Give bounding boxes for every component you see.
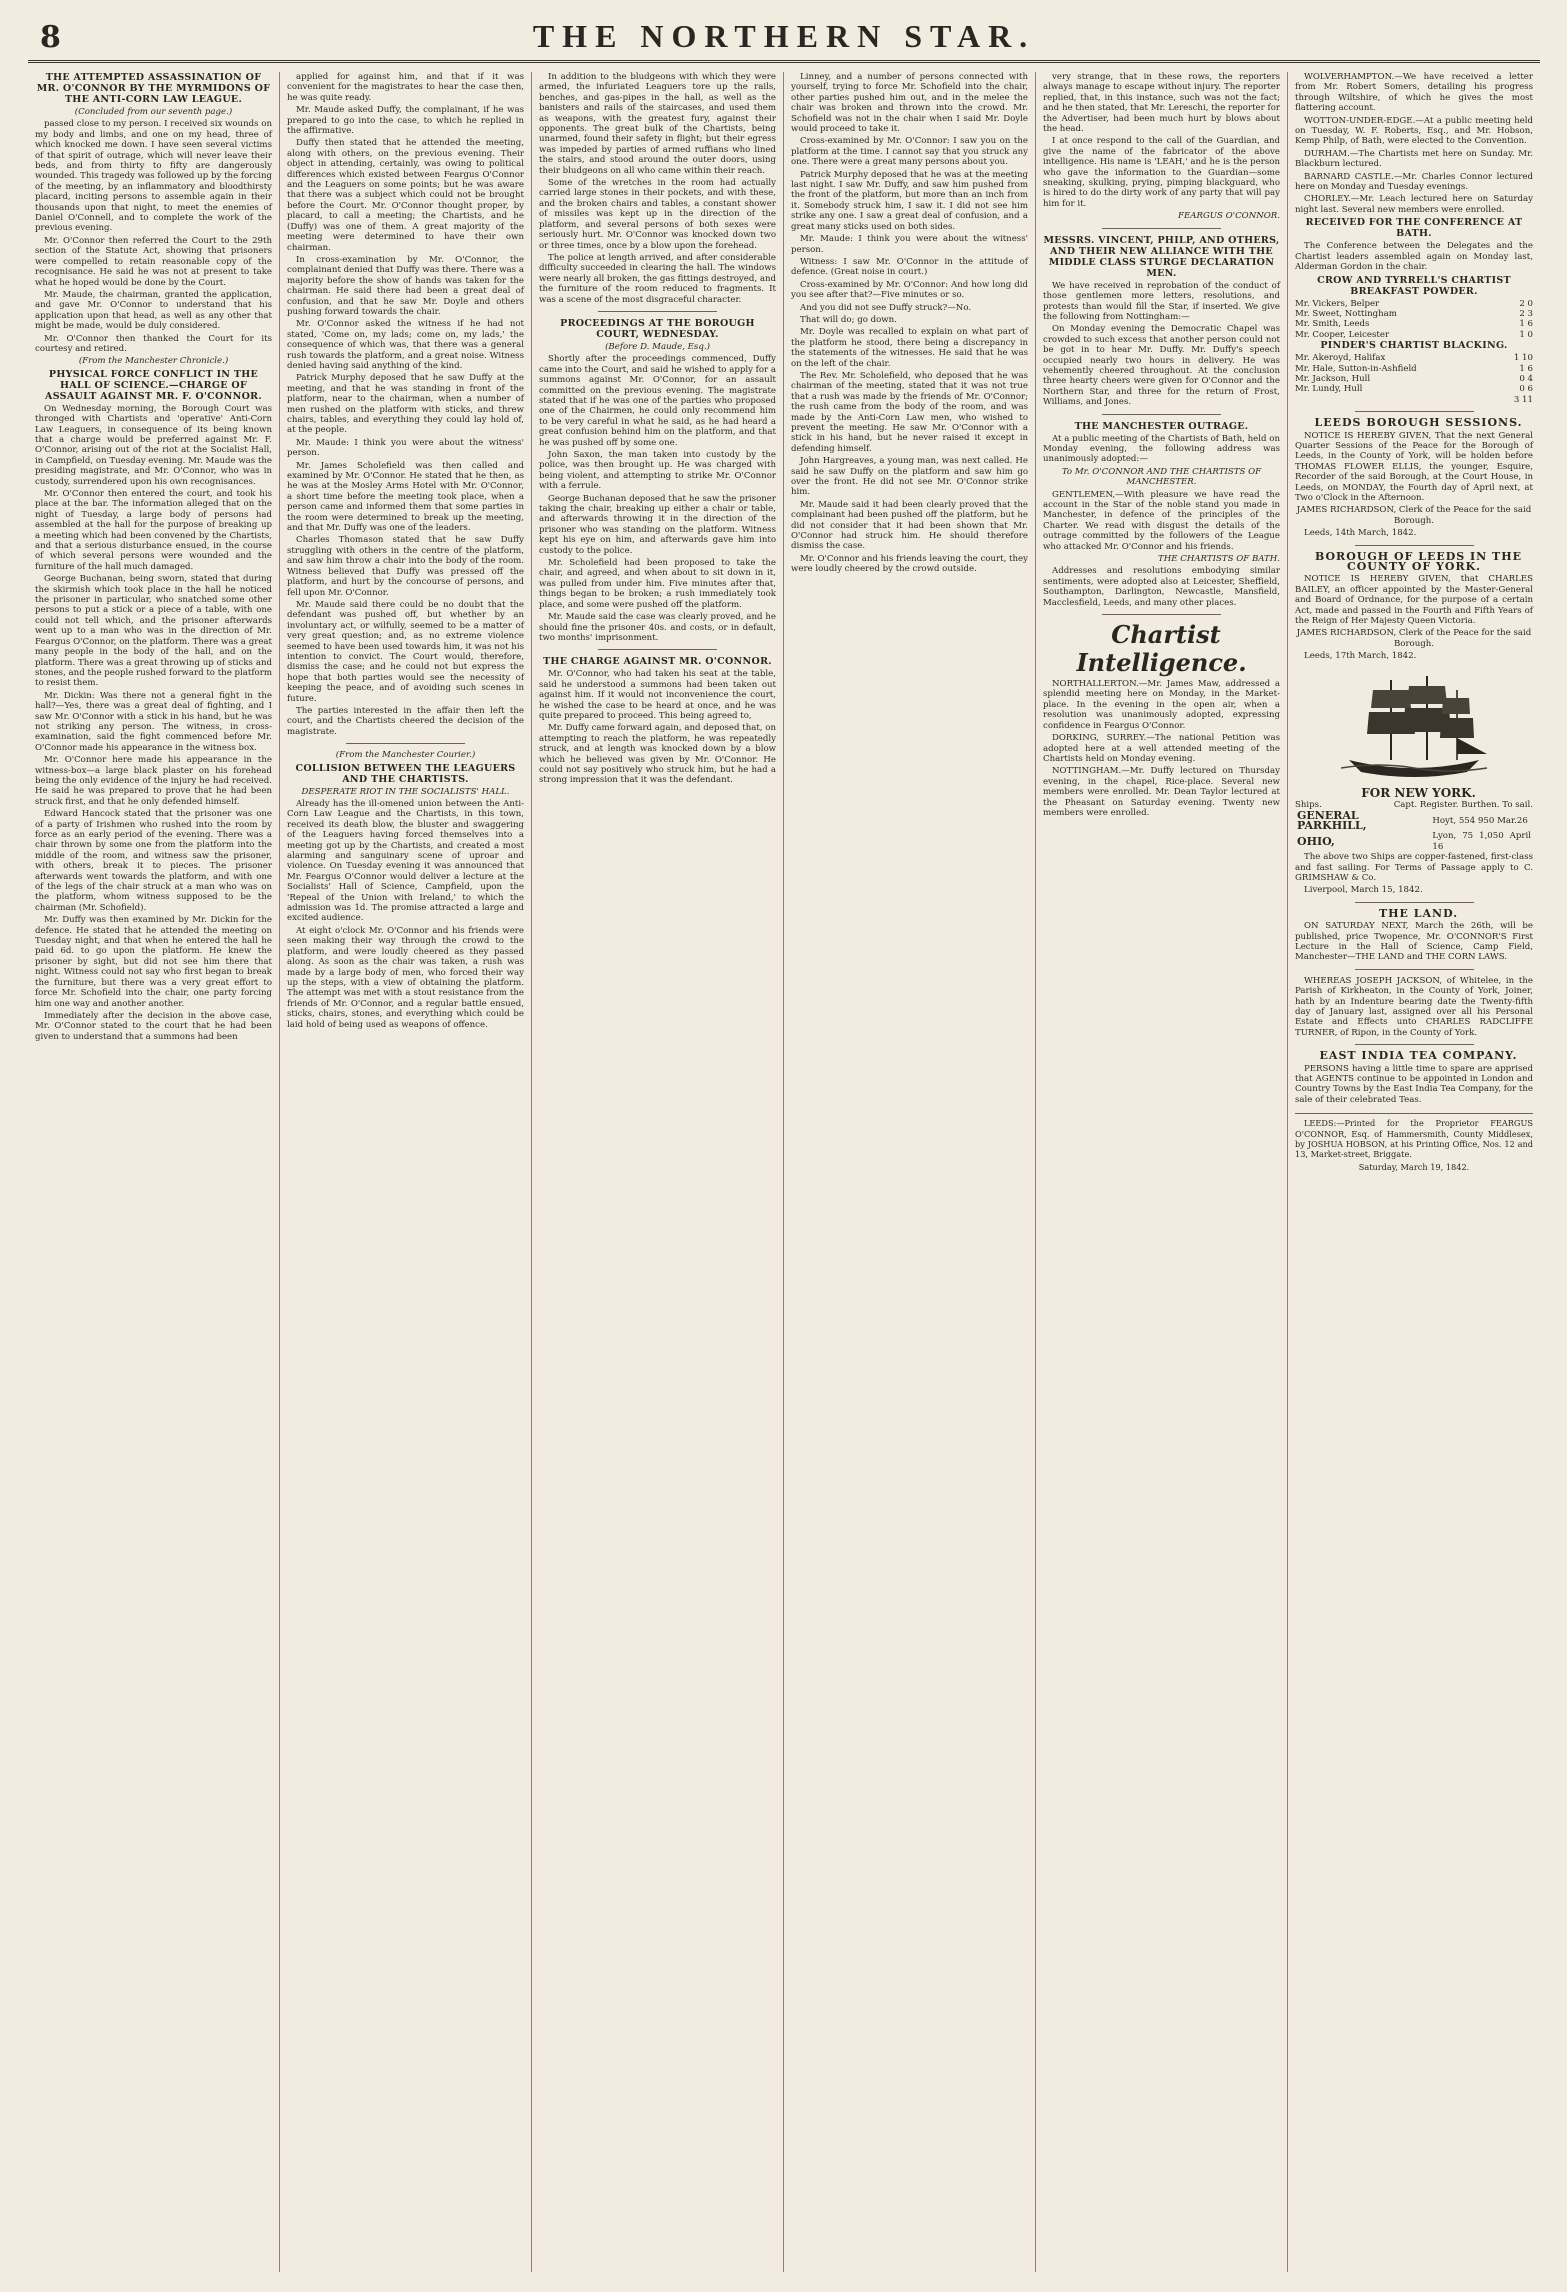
article-paragraph: John Hargreaves, a young man, was next called. He said he saw Duffy on the platform and saw him go over the front. He did not see Mr. O'Connor strike him.	[791, 456, 1028, 498]
article-headline: THE ATTEMPTED ASSASSINATION OF MR. O'CONNOR BY THE MYRMIDONS OF THE ANTI-CORN LAW LEAGUE.	[36, 72, 271, 105]
article-paragraph: Mr. Maude, the chairman, granted the application, and gave Mr. O'Connor to understand that his application upon that head, as well as any other that might be made, would be duly considered.	[35, 289, 272, 332]
section-divider	[1355, 969, 1474, 970]
article-paragraph: applied for against him, and that if it was convenient for the magistrates to hear the case then, he was quite ready.	[287, 72, 524, 103]
list-item	[1295, 384, 1533, 394]
article-paragraph: And you did not see Duffy struck?—No.	[800, 302, 972, 313]
newspaper-title: THE NORTHERN STAR.	[532, 18, 1036, 54]
article-signature: FEARGUS O'CONNOR.	[1178, 211, 1280, 222]
article-paragraph: We have received in reprobation of the conduct of those gentlemen more letters, resolutions, and protests than would fill the Star, if inserted. We give the following from Nottingham:—	[1043, 280, 1280, 322]
article-paragraph: Witness: I saw Mr. O'Connor in the attitude of defence. (Great noise in court.)	[791, 256, 1028, 278]
section-divider	[1355, 545, 1474, 546]
article-headline: COLLISION BETWEEN THE LEAGUERS AND THE CHARTISTS.	[295, 762, 516, 785]
column-1	[28, 72, 280, 2272]
section-divider	[1102, 414, 1221, 415]
article-paragraph: Mr. O'Connor asked the witness if he had not stated, 'Come on, my lads; come on, my lads,' the consequence of which was, that there was a general rush towards the platform, and a great noise. Witness denied having said anything of the kind.	[287, 319, 524, 371]
article-paragraph: George Buchanan, being sworn, stated that during the skirmish which took place in the hall he noticed the prisoner in particular, who snatched some other persons to put a stick or a piece of a table, with one could not tell which, and the prisoner afterwards went up to a man who was in the direction of Mr. Feargus O'Connor, on the platform. There was a great many people in the body of the hall, and on the platform. There was a great throwing up of sticks and stones, and the people rushed forward to the platform to resist them.	[35, 574, 272, 689]
article-paragraph: George Buchanan deposed that he saw the prisoner taking the chair, breaking up either a chair or table, and afterwards throwing it in the direction of the prisoner who was standing on the platform. Witness kept his eye on him, and afterwards gave him into custody to the police.	[539, 493, 776, 556]
subscription-list	[1295, 353, 1533, 395]
ship-name: OHIO,	[1297, 834, 1335, 848]
newspaper-columns	[28, 72, 1540, 2272]
article-paragraph: Patrick Murphy deposed that he was at the meeting last night. I saw Mr. Duffy, and saw him pushed from the front of the platform, but more than an inch from it. Somebody struck him, I saw it. I did not see him strike any one. I saw a great deal of confusion, and a great many sticks used on both sides.	[791, 169, 1028, 232]
article-paragraph: The Conference between the Delegates and the Chartist leaders assembled again on Monday last, Alderman Gordon in the chair.	[1295, 241, 1533, 273]
column-5	[1036, 72, 1288, 2272]
printer-imprint	[1295, 1113, 1533, 1172]
article-paragraph: Mr. Duffy came forward again, and deposed that, on attempting to reach the platform, he was repeatedly struck, and at length was knocked down by a blow which he believed was given by Mr. O'Connor. He could not say positively who struck him, but he had a strong impression that it was the defendant.	[539, 723, 776, 786]
notice-signature: JAMES RICHARDSON, Clerk of the Peace for the said Borough.	[1296, 505, 1532, 526]
article-paragraph: Mr. O'Connor and his friends leaving the court, they were loudly cheered by the crowd outside.	[791, 553, 1028, 575]
article-paragraph: Mr. Maude said the case was clearly proved, and he should fine the prisoner 40s. and costs, or in default, two months' imprisonment.	[539, 612, 776, 643]
article-subhead: DESPERATE RIOT IN THE SOCIALISTS' HALL.	[301, 786, 510, 797]
column-3	[532, 72, 784, 2272]
list-item-amount: 1 6	[1519, 319, 1533, 330]
ship-table	[1295, 808, 1533, 853]
article-paragraph: Mr. O'Connor then thanked the Court for its courtesy and retired.	[35, 333, 272, 354]
section-divider	[1102, 228, 1221, 229]
list-item-amount: 1 10	[1513, 353, 1533, 364]
article-headline: THE MANCHESTER OUTRAGE.	[1074, 420, 1249, 432]
article-paragraph: NOTTINGHAM.—Mr. Duffy lectured on Thursday evening, in the chapel, Rice-place. Several new members were enrolled. Mr. Dean Taylor lectured at the Pheasant on Saturday evening. Twenty new members were enrolled.	[1043, 766, 1280, 818]
article-paragraph: Mr. Maude said there could be no doubt that the defendant was pushed off, but whether by an involuntary act, or wilfully, seemed to be a matter of very great question; and, as no extreme violence seemed to have been used towards him, it was not his intention to convict. The Court would, therefore, dismiss the case; and he could not but express the hope that both parties would see the necessity of keeping the peace, and of avoiding such scenes in future.	[287, 599, 524, 704]
article-paragraph: Mr. Duffy was then examined by Mr. Dickin for the defence. He stated that he attended the meeting on Tuesday night, and that when he entered the hall he paid 6d. to go upon the platform. He knew the prisoner by sight, but did not see him there that night. Witness could not say who first began to break the furniture, but there was a very great effort to force Mr. Schofield into the chair, one party forcing him one way and another another.	[35, 915, 272, 1009]
ship-details: Lyon, 75 1,050 April 16	[1432, 831, 1531, 852]
article-paragraph: Duffy then stated that he attended the meeting, along with others, on the previous evening. Their object in attending, certainly, was owing to political differences which existed between Feargus O'Connor and the Leaguers on some points; but he was aware that there was a subject which could not be brought before the Court. Mr. O'Connor thought proper, by placard, to call a meeting; the Chartists, and he (Duffy) was one of them. A great majority of the meeting were determined to have their own chairman.	[287, 138, 524, 253]
list-item-name: Mr. Lundy, Hull	[1295, 384, 1363, 395]
article-headline: THE CHARGE AGAINST MR. O'CONNOR.	[543, 656, 772, 668]
article-paragraph: Charles Thomason stated that he saw Duffy struggling with others in the centre of the platform, and saw him throw a chair into the body of the room. Witness believed that Duffy was pressed off the platform, and hurt by the concourse of persons, and fell upon Mr. O'Connor.	[287, 535, 524, 598]
article-paragraph: Mr. Scholefield had been proposed to take the chair, and agreed, and when about to sit down in it, was pulled from under him. Five minutes after that, things began to be broken; a rush immediately took place, and some were pushed off the platform.	[539, 558, 776, 610]
article-paragraph: CHORLEY.—Mr. Leach lectured here on Saturday night last. Several new members were enrolled.	[1295, 194, 1533, 215]
column-2	[280, 72, 532, 2272]
notice-date: Leeds, 17th March, 1842.	[1304, 651, 1417, 662]
article-paragraph: Mr. Doyle was recalled to explain on what part of the platform he stood, there being a discrepancy in the statements of the witnesses. He said that he was on the left of the chair.	[791, 327, 1028, 369]
list-heading: PINDER'S CHARTIST BLACKING.	[1320, 340, 1508, 352]
ship-details: Hoyt, 554 950 Mar.26	[1432, 815, 1528, 826]
article-paragraph: I at once respond to the call of the Guardian, and give the name of the fabricator of the above intelligence. His name is 'LEAH,' and he is the person who gave the information to the Guardian—some sneaking, skulking, prying, pimping blackguard, who is hired to do the dirty work of any party that will pay him for it.	[1043, 136, 1280, 209]
section-divider	[598, 311, 717, 312]
article-paragraph: Linney, and a number of persons connected with yourself, trying to force Mr. Schofield into the chair, other parties pushed him out, and in the melee the chair was broken and thrown into the crowd. Mr. Schofield was not in the chair when I said Mr. Doyle would proceed to take it.	[791, 72, 1028, 135]
table-row	[1295, 831, 1533, 852]
notice-heading: EAST INDIA TEA COMPANY.	[1319, 1049, 1518, 1063]
article-paragraph: On Monday evening the Democratic Chapel was crowded to such excess that another person could not be got in to hear Mr. Duffy. Mr. Duffy's speech occupied nearly two hours in delivery. He was vehemently cheered throughout. At the conclusion three hearty cheers were given for O'Connor and the Northern Star, and three for the return of Frost, Williams, and Jones.	[1043, 324, 1280, 408]
article-paragraph: BARNARD CASTLE.—Mr. Charles Connor lectured here on Monday and Tuesday evenings.	[1295, 171, 1533, 193]
article-subhead: (Concluded from our seventh page.)	[74, 107, 233, 117]
article-paragraph: Cross-examined by Mr. O'Connor: And how long did you see after that?—Five minutes or so.	[791, 279, 1028, 301]
notice-text: NOTICE IS HEREBY GIVEN, that CHARLES BAILEY, an officer appointed by the Master-General and Board of Ordnance, for the purpose of a certain Act, made and passed in the Fourth and Fifth Years of the Reign of Her Majesty Queen Victoria.	[1295, 574, 1533, 627]
list-item	[1295, 330, 1533, 340]
article-paragraph: That will do; go down.	[800, 314, 897, 325]
imprint-date: Saturday, March 19, 1842.	[1358, 1161, 1470, 1172]
page-number: 8	[40, 20, 61, 55]
list-item-amount: 2 0	[1519, 298, 1533, 309]
source-credit: (From the Manchester Chronicle.)	[78, 356, 229, 367]
article-paragraph: WOLVERHAMPTON.—We have received a letter from Mr. Robert Somers, detailing his progress through Wiltshire, of which he gives the most flattering account.	[1295, 72, 1533, 114]
article-paragraph: The police at length arrived, and after considerable difficulty succeeded in clearing the hall. The windows were nearly all broken, the gas fittings destroyed, and the furniture of the room reduced to fragments. It was a scene of the most disgraceful character.	[539, 252, 776, 305]
list-item-amount: 1 0	[1519, 329, 1533, 340]
ship-notice-date: Liverpool, March 15, 1842.	[1304, 885, 1423, 896]
list-item	[1295, 374, 1533, 384]
article-paragraph: GENTLEMEN,—With pleasure we have read the account in the Star of the noble stand you made in Manchester, in defence of the principles of the Charter. We read with disgust the details of the outrage committed by the followers of the League who attacked Mr. O'Connor and his friends.	[1043, 489, 1280, 552]
list-item-name: Mr. Jackson, Hull	[1295, 373, 1371, 384]
ship-column-header: Ships.	[1295, 800, 1322, 811]
article-signature: THE CHARTISTS OF BATH.	[1158, 554, 1280, 565]
article-paragraph: Mr. O'Connor then referred the Court to the 29th section of the Statute Act, showing that prisoners were compelled to retain reasonable copy of the recognisance. He said he was not at present to take what he hoped would be done by the Court.	[35, 235, 272, 288]
article-paragraph: Mr. Maude said it had been clearly proved that the complainant had been pushed off the platform, but he did not consider that it had been shown that Mr. O'Connor had struck him. He should therefore dismiss the case.	[791, 499, 1028, 552]
article-paragraph: Shortly after the proceedings commenced, Duffy came into the Court, and said he wished to apply for a summons against Mr. O'Connor, for an assault committed on the previous evening. The magistrate stated that if he was one of the parties who proposed one of the Chairmen, he could only recommend him to be very careful in what he said, as he had heard a great confusion behind him on the platform, and that he was pushed off by some one.	[539, 354, 776, 448]
list-item-name: Mr. Sweet, Nottingham	[1295, 308, 1397, 319]
ship-notice-text: The above two Ships are copper-fastened, first-class and fast sailing. For Terms of Passage apply to C. GRIMSHAW & Co.	[1295, 852, 1533, 883]
article-subhead: (Before D. Maude, Esq.)	[605, 341, 710, 352]
article-paragraph: Edward Hancock stated that the prisoner was one of a party of Irishmen who rushed into the room by force as an early period of the evening. There was a chair thrown by some one from the platform into the middle of the room, and witness saw the prisoner, with others, break it to pieces. The prisoner afterwards went towards the platform, and with one of the legs of the chair struck at a man who was on the platform, whom witness supposed to be the chairman (Mr. Schofield).	[35, 809, 272, 913]
article-paragraph: NORTHALLERTON.—Mr. James Maw, addressed a splendid meeting here on Monday, in the Market-place. In the evening in the open air, when a resolution was unanimously adopted, expressing confidence in Feargus O'Connor.	[1043, 679, 1280, 731]
list-item-name: Mr. Cooper, Leicester	[1295, 329, 1390, 340]
notice-text: WHEREAS JOSEPH JACKSON, of Whitelee, in the Parish of Kirkheaton, in the County of York, Joiner, hath by an Indenture bearing date the Twenty-fifth day of January last, assigned over all his Personal Estate and Effects unto CHARLES RADCLIFFE TURNER, of Ripon, in the County of York.	[1295, 975, 1533, 1038]
ship-column-header: Capt. Register. Burthen. To sail.	[1393, 800, 1533, 811]
notice-text: NOTICE IS HEREBY GIVEN, That the next General Quarter Sessions of the Peace for the Borough of Leeds, in the County of York, will be holden before THOMAS FLOWER ELLIS, the younger, Esquire, Recorder of the said Borough, at the Court House, in Leeds, on MONDAY, the Fourth day of April next, at Two o'Clock in the Afternoon.	[1295, 430, 1533, 503]
article-paragraph: Addresses and resolutions embodying similar sentiments, were adopted also at Leicester, Sheffield, Southampton, Darlington, Newcastle, Mansfield, Macclesfield, Leeds, and many other places.	[1043, 566, 1280, 608]
article-paragraph: On Wednesday morning, the Borough Court was thronged with Chartists and 'operative' Anti-Corn Law Leaguers, in consequence of its being known that a charge would be preferred against Mr. F. O'Connor, arising out of the riot at the Socialist Hall, in Campfield, on Tuesday evening. Mr. Maude was the presiding magistrate, and Mr. O'Connor, who was in custody, surrendered upon his own recognisances.	[35, 403, 273, 487]
section-title: Chartist Intelligence.	[1076, 620, 1247, 678]
list-heading: CROW AND TYRRELL'S CHARTIST BREAKFAST POWDER.	[1317, 274, 1511, 297]
article-paragraph: Mr. Maude: I think you were about the witness' person.	[287, 437, 524, 459]
article-paragraph: John Saxon, the man taken into custody by the police, was then brought up. He was charged with being violent, and attempting to strike Mr. O'Connor with a ferrule.	[539, 450, 776, 492]
list-item-name: Mr. Akeroyd, Halifax	[1295, 353, 1386, 364]
table-row	[1295, 811, 1533, 832]
notice-heading: BOROUGH OF LEEDS IN THE COUNTY OF YORK.	[1314, 549, 1523, 574]
section-divider	[598, 649, 717, 650]
list-item-amount: 0 6	[1519, 384, 1533, 395]
list-item-amount: 2 3	[1519, 308, 1533, 319]
list-item	[1295, 309, 1533, 319]
article-paragraph: In cross-examination by Mr. O'Connor, the complainant denied that Duffy was there. There was a majority before the show of hands was taken for the chairman. He said there had been a great deal of confusion, and that he saw Mr. Doyle and others pushing forward towards the chair.	[287, 254, 524, 317]
article-paragraph: Mr. O'Connor then entered the court, and took his place at the bar. The information alleged that on the night of Tuesday, a large body of persons had assembled at the hall for the purpose of breaking up a meeting which had been convened by the Chartists, and that a serious disturbance ensued, in the course of which several persons were wounded and the furniture of the hall much damaged.	[35, 489, 272, 572]
article-headline: PROCEEDINGS AT THE BOROUGH COURT, WEDNESDAY.	[560, 317, 755, 340]
source-credit: (From the Manchester Courier.)	[335, 750, 476, 761]
article-headline: PHYSICAL FORCE CONFLICT IN THE HALL OF SCIENCE.—CHARGE OF ASSAULT AGAINST MR. F. O'CONNOR.	[45, 368, 262, 402]
imprint-text: LEEDS:—Printed for the Proprietor FEARGUS O'CONNOR, Esq. of Hammersmith, County Middlesex, by JOSHUA HOBSON, at his Printing Office, Nos. 12 and 13, Market-street, Briggate.	[1295, 1118, 1533, 1160]
article-paragraph: In addition to the bludgeons with which they were armed, the infuriated Leaguers tore up the rails, benches, and gas-pipes in the hall, as well as the banisters and rails of the staircases, and used them as weapons, with the greatest fury, against their opponents. The great bulk of the Chartists, being unarmed, found their safety in flight; but their egress was impeded by parties of armed ruffians who lined the stairs, and stood around the outer doors, using their bludgeons on all who came within their reach.	[539, 72, 776, 176]
list-item-name: Mr. Vickers, Belper	[1295, 298, 1380, 309]
article-paragraph: WOTTON-UNDER-EDGE.—At a public meeting held on Tuesday, W. F. Roberts, Esq., and Mr. Hobson, Kemp Philp, of Bath, were elected to the Convention.	[1295, 115, 1533, 147]
section-divider	[1102, 614, 1221, 615]
article-paragraph: Immediately after the decision in the above case, Mr. O'Connor stated to the court that he had been given to understand that a summons had been	[35, 1010, 272, 1042]
list-item	[1295, 353, 1533, 363]
article-paragraph: Cross-examined by Mr. O'Connor: I saw you on the platform at the time. I cannot say that you struck any one. There were a great many persons about you.	[791, 136, 1028, 168]
masthead	[28, 12, 1540, 63]
article-paragraph: At a public meeting of the Chartists of Bath, held on Monday evening, the following address was unanimously adopted:—	[1043, 433, 1280, 465]
notice-signature: JAMES RICHARDSON, Clerk of the Peace for the said Borough.	[1296, 628, 1532, 649]
notice-text: ON SATURDAY NEXT, March the 26th, will be published, price Twopence, Mr. O'CONNOR'S First Lecture in the Hall of Science, Camp Field, Manchester—THE LAND and THE CORN LAWS.	[1295, 921, 1533, 963]
address-salutation: To Mr. O'CONNOR AND THE CHARTISTS OF MANCHESTER.	[1061, 466, 1262, 488]
ship-name: GENERAL PARKHILL,	[1297, 808, 1367, 832]
article-paragraph: very strange, that in these rows, the reporters always manage to escape without injury. The reporter replied, that, in this instance, such was not the fact; and he then stated, that Mr. Lereschi, the reporter for the Advertiser, had been much hurt by blows about the head.	[1043, 72, 1280, 135]
notice-date: Leeds, 14th March, 1842.	[1304, 528, 1417, 539]
article-paragraph: The parties interested in the affair then left the court, and the Chartists cheered the decision of the magistrate.	[287, 705, 524, 737]
notice-text: PERSONS having a little time to spare are apprised that AGENTS continue to be appointed in London and Country Towns by the East India Tea Company, for the sale of their celebrated Teas.	[1295, 1063, 1533, 1105]
subscription-list	[1295, 299, 1533, 341]
article-paragraph: passed close to my person. I received six wounds on my body and limbs, and one on my head, three of which knocked me down. I have seen several victims of that spirit of outrage, which will never leave their beds, and from thirty to fifty are dangerously wounded. This tragedy was followed up by the forcing of the meeting, by an inflammatory and bloodthirsty placard, inciting persons to assemble again in their thousands upon that night, to meet the enemies of Daniel O'Connell, and to complete the work of the previous evening.	[35, 119, 272, 234]
article-paragraph: Mr. O'Connor, who had taken his seat at the table, said he understood a summons had been taken out against him. If it would not inconvenience the court, he wished the case to be heard at once, and he was quite prepared to proceed. This being agreed to,	[539, 669, 776, 721]
section-divider	[1355, 411, 1474, 412]
article-paragraph: DORKING, SURREY.—The national Petition was adopted here at a well attended meeting of the Chartists held on Monday evening.	[1043, 733, 1280, 764]
section-divider	[346, 743, 465, 744]
article-paragraph: Already has the ill-omened union between the Anti-Corn Law League and the Chartists, in this town, received its death blow, the bluster and swaggering of the Leaguers having forced themselves into a meeting got up by the Chartists, and created a most alarming and sanguinary scene of uproar and violence. On Tuesday evening it was announced that Mr. Feargus O'Connor would deliver a lecture at the Socialists' Hall of Science, Campfield, upon the 'Repeal of the Union with Ireland,' to which the admission was 1d. The promise attracted a large and excited audience.	[287, 799, 524, 924]
article-paragraph: Mr. Dickin: Was there not a general fight in the hall?—Yes, there was a great deal of fighting, and I saw Mr. O'Connor with a stick in his hand, but he was not striking any person. The witness, in cross-examination, said the fight commenced before Mr. O'Connor made his appearance in the witness box.	[35, 690, 272, 753]
section-divider	[1355, 902, 1474, 903]
article-paragraph: At eight o'clock Mr. O'Connor and his friends were seen making their way through the crowd to the platform, and were loudly cheered as they passed along. As soon as the chair was taken, a rush was made by a large body of men, who forced their way up the steps, with a view of obtaining the platform. The attempt was met with a stout resistance from the friends of Mr. O'Connor, and a regular battle ensued, sticks, chairs, stones, and everything which could be laid hold of being used as weapons of offence.	[287, 925, 524, 1030]
article-paragraph: Patrick Murphy deposed that he saw Duffy at the meeting, and that he was standing in front of the platform, near to the chairman, when a number of men rushed on the platform with sticks, and threw chairs, tables, and everything they could lay hold of, at the people.	[287, 373, 524, 436]
article-paragraph: The Rev. Mr. Scholefield, who deposed that he was chairman of the meeting, stated that it was not true that a rush was made by the friends of Mr. O'Connor; the rush came from the body of the room, and was made by the Anti-Corn Law men, who wished to prevent the meeting. He saw Mr. O'Connor with a stick in his hand, but he never raised it except in defending himself.	[791, 370, 1028, 454]
article-headline: MESSRS. VINCENT, PHILP, AND OTHERS, AND THEIR NEW ALLIANCE WITH THE MIDDLE CLASS STURGE DECLARATION MEN.	[1043, 234, 1280, 279]
list-total-value: 3 11	[1513, 394, 1533, 405]
article-paragraph: Mr. Maude asked Duffy, the complainant, if he was prepared to go into the case, to which he replied in the affirmative.	[287, 105, 524, 137]
list-item	[1295, 299, 1533, 309]
list-item-amount: 0 4	[1519, 373, 1533, 384]
notice-heading: THE LAND.	[1378, 906, 1459, 920]
article-paragraph: DURHAM.—The Chartists met here on Sunday. Mr. Blackburn lectured.	[1295, 148, 1533, 170]
ship-notice-title: FOR NEW YORK.	[1361, 785, 1476, 800]
section-divider	[1355, 1044, 1474, 1045]
list-item-name: Mr. Hale, Sutton-in-Ashfield	[1295, 363, 1417, 374]
article-paragraph: Mr. James Scholefield was then called and examined by Mr. O'Connor. He stated that he then, as he was at the Mosley Arms Hotel with Mr. O'Connor, a short time before the meeting took place, when a person came and informed them that some parties in the room were determined to break up the meeting, and that Mr. Duffy was one of the leaders.	[287, 460, 524, 534]
list-item	[1295, 364, 1533, 374]
notice-heading: LEEDS BOROUGH SESSIONS.	[1314, 416, 1523, 430]
article-paragraph: Some of the wretches in the room had actually carried large stones in their pockets, and with these, and the broken chairs and tables, a constant shower of missiles was kept up in the direction of the platform, and several persons of both sexes were seriously hurt. Mr. O'Connor was knocked down two or three times, once by a blow upon the forehead.	[539, 178, 776, 251]
article-headline: RECEIVED FOR THE CONFERENCE AT BATH.	[1305, 217, 1523, 240]
sailing-ship-icon	[1339, 668, 1489, 786]
column-6	[1288, 72, 1540, 2272]
list-item	[1295, 319, 1533, 329]
list-item-amount: 1 6	[1519, 363, 1533, 374]
article-paragraph: Mr. Maude: I think you were about the witness' person.	[791, 234, 1028, 255]
list-item-name: Mr. Smith, Leeds	[1295, 319, 1370, 330]
column-4	[784, 72, 1036, 2272]
article-paragraph: Mr. O'Connor here made his appearance in the witness-box—a large black plaster on his forehead being the only evidence of the injury he had received. He said he was prepared to prove that he had been struck first, and that he only defended himself.	[35, 755, 272, 807]
list-total	[1295, 395, 1533, 405]
